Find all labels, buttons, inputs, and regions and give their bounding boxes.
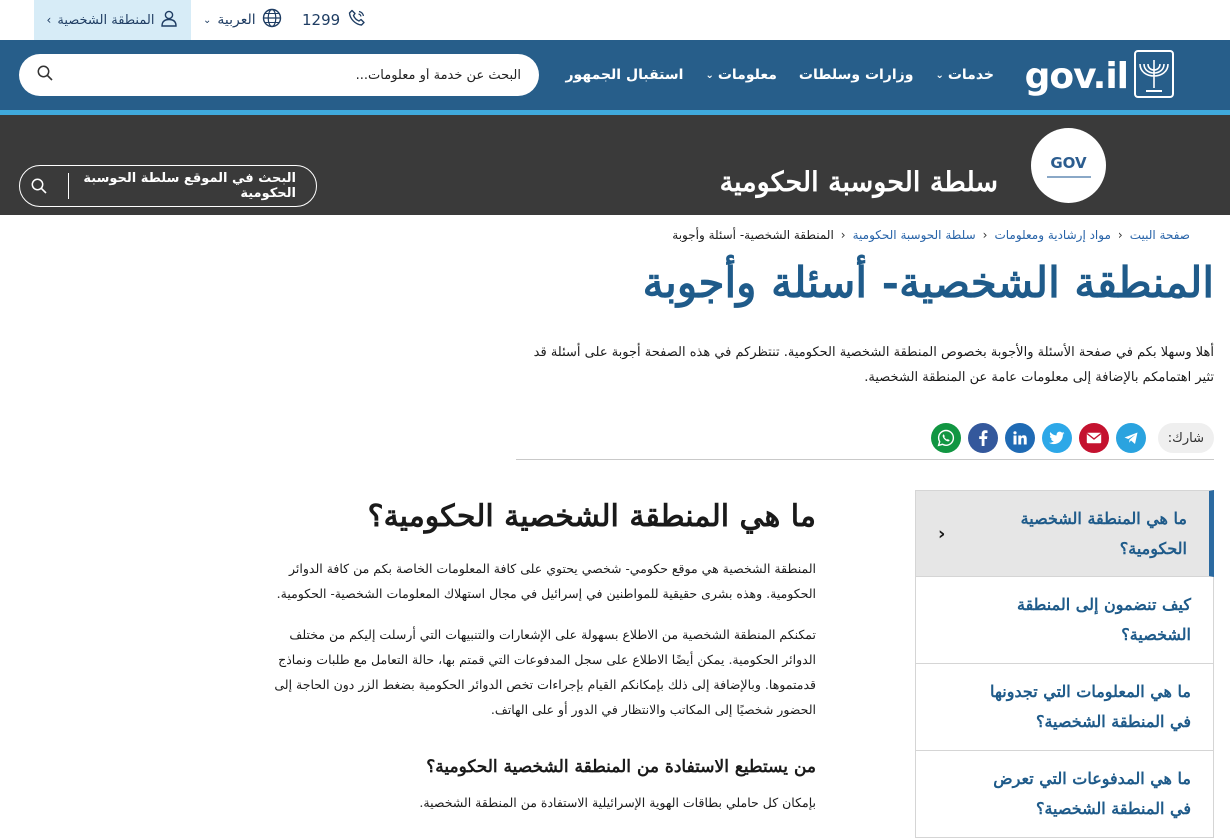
personal-area-label: المنطقة الشخصية xyxy=(57,12,155,28)
logo-text: gov.il xyxy=(1024,55,1128,97)
chevron-left-icon: ‹ xyxy=(982,228,988,242)
intro-text: أهلا وسهلا بكم في صفحة الأسئلة والأجوبة بخصوص المنطقة الشخصية الحكومية. تنتظركم في هذه الصفحة أجوبة على أسئلة قد تثير اهتمامكم بالإضافة إلى معلومات عامة عن المنطقة الشخصية. xyxy=(533,345,1214,385)
site-search-box xyxy=(19,54,539,96)
office-title: سلطة الحوسبة الحكومية xyxy=(719,167,998,198)
language-label: العربية xyxy=(217,12,256,28)
breadcrumb-current: المنطقة الشخصية- أسئلة وأجوبة xyxy=(672,228,834,242)
paragraph-2: تمكنكم المنطقة الشخصية من الاطلاع بسهولة على الإشعارات والتنبيهات التي أرسلت إليكم من مختلف الدوائر الحكومية. يمكن أيضًا الاطلاع على سجل المدفوعات التي قمتم بها، حالة التعامل مع طلبات ونماذج قدمتموها. وبالإضافة إلى ذلك بإمكانكم القيام بإجراءات تخص الدوائر الحكومية بضغط الزر دون الحاجة إلى الحضور شخصيًا إلى المكاتب والانتظار في الدور أو على الهاتف. xyxy=(274,627,816,717)
chevron-left-icon: ‹ xyxy=(938,523,946,544)
phone-link[interactable] xyxy=(302,0,366,40)
main-header xyxy=(0,40,1230,110)
sidebar-item-label: ما هي المنطقة الشخصية الحكومية؟ xyxy=(1020,508,1187,558)
menorah-emblem-icon xyxy=(1134,50,1174,102)
utility-bar xyxy=(0,0,1230,40)
section-heading: ما هي المنطقة الشخصية الحكومية؟ xyxy=(367,499,816,534)
search-icon xyxy=(20,178,58,194)
sidebar-item-how-to-join[interactable] xyxy=(915,577,1214,664)
nav-public-reception[interactable] xyxy=(566,67,684,83)
chevron-left-icon: ‹ xyxy=(840,228,846,242)
chevron-down-icon: ⌄ xyxy=(935,69,944,81)
twitter-icon[interactable] xyxy=(1042,423,1072,453)
chevron-down-icon: ⌄ xyxy=(705,69,714,81)
breadcrumb-office[interactable]: سلطة الحوسبة الحكومية xyxy=(852,228,976,242)
language-selector[interactable] xyxy=(203,0,282,40)
sidebar-item-payments[interactable] xyxy=(915,751,1214,838)
office-logo-underline xyxy=(1047,176,1091,178)
subsection-heading: من يستطيع الاستفادة من المنطقة الشخصية الحكومية؟ xyxy=(426,757,816,777)
facebook-icon[interactable] xyxy=(968,423,998,453)
breadcrumb-guidance[interactable]: مواد إرشادية ومعلومات xyxy=(994,228,1111,242)
sidebar-item-label: كيف تنضمون إلى المنطقة الشخصية؟ xyxy=(1017,595,1191,644)
site-search-input[interactable] xyxy=(53,68,521,83)
breadcrumb xyxy=(672,228,1190,242)
breadcrumb-home[interactable]: صفحة البيت xyxy=(1129,228,1190,242)
main-content xyxy=(256,490,816,815)
chevron-left-icon: ‹ xyxy=(1117,228,1123,242)
personal-area-button[interactable] xyxy=(34,0,191,40)
search-icon[interactable] xyxy=(37,65,53,85)
page-title: المنطقة الشخصية- أسئلة وأجوبة xyxy=(642,258,1214,307)
chevron-left-icon: › xyxy=(46,13,52,27)
chevron-down-icon: ⌄ xyxy=(203,14,212,26)
nav-services[interactable] xyxy=(935,67,994,83)
nav-information[interactable] xyxy=(705,67,776,83)
share-label: شارك: xyxy=(1158,423,1214,453)
phone-icon xyxy=(348,9,366,31)
sidebar-item-what-is[interactable] xyxy=(915,490,1214,577)
main-nav xyxy=(566,40,995,110)
linkedin-icon[interactable] xyxy=(1005,423,1035,453)
telegram-icon[interactable] xyxy=(1116,423,1146,453)
globe-icon xyxy=(262,8,282,32)
office-search-divider xyxy=(68,173,69,199)
sidebar-item-information[interactable] xyxy=(915,664,1214,751)
paragraph-1: المنطقة الشخصية هي موقع حكومي- شخصي يحتوي على كافة المعلومات الخاصة بكم من كافة الدوائر الحكومية. وهذه بشرى حقيقية للمواطنين في إسرائيل في مجال استهلاك المعلومات الشخصية- الحكومية. xyxy=(276,561,816,601)
nav-information-label: معلومات xyxy=(717,67,777,83)
gov-il-logo[interactable] xyxy=(1025,50,1174,102)
nav-ministries[interactable] xyxy=(799,67,914,83)
phone-number: 1299 xyxy=(302,11,341,29)
office-banner xyxy=(0,115,1230,215)
paragraph-3: بإمكان كل حاملي بطاقات الهوية الإسرائيلية الاستفادة من المنطقة الشخصية. xyxy=(419,795,816,810)
sidebar-item-label: ما هي المعلومات التي تجدونها في المنطقة الشخصية؟ xyxy=(990,682,1191,731)
office-logo[interactable] xyxy=(1031,128,1106,203)
office-logo-mark: GOV xyxy=(1050,153,1087,172)
nav-ministries-label: وزارات وسلطات xyxy=(798,67,914,83)
user-icon xyxy=(160,9,178,31)
office-search-button[interactable] xyxy=(19,165,317,207)
nav-public-reception-label: استقبال الجمهور xyxy=(565,67,684,83)
whatsapp-icon[interactable] xyxy=(931,423,961,453)
office-search-label: البحث في الموقع سلطة الحوسبة الحكومية xyxy=(83,171,296,201)
email-icon[interactable] xyxy=(1079,423,1109,453)
share-icons xyxy=(931,423,1146,453)
nav-services-label: خدمات xyxy=(947,67,994,83)
sidebar-item-label: ما هي المدفوعات التي تعرض في المنطقة الشخصية؟ xyxy=(993,769,1191,818)
faq-sidebar xyxy=(915,490,1214,838)
share-bar xyxy=(516,420,1214,460)
